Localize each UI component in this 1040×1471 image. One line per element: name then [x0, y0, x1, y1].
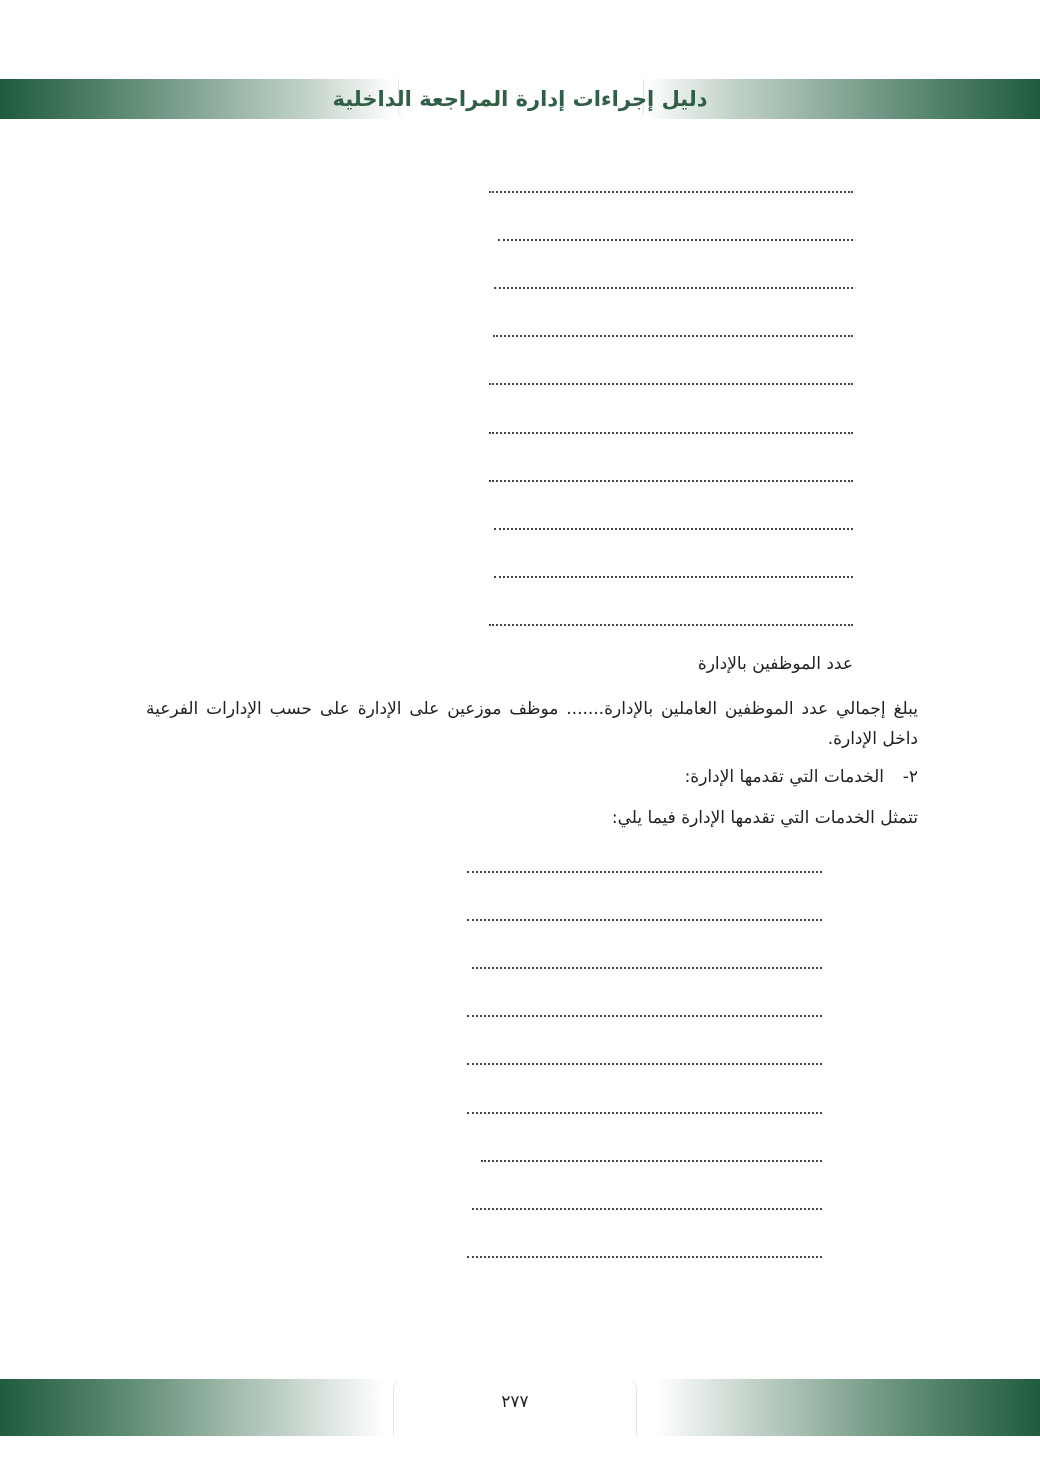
- page-number: ٢٧٧: [501, 1392, 529, 1412]
- blank-line: [472, 1208, 822, 1210]
- blank-line: [493, 335, 853, 337]
- employees-heading: عدد الموظفين بالإدارة: [697, 654, 853, 674]
- blank-line: [489, 432, 853, 434]
- blank-line: [467, 1112, 822, 1114]
- blank-line: [489, 624, 853, 626]
- blank-line: [481, 1160, 822, 1162]
- blank-line: [489, 480, 853, 482]
- services-intro: تتمثل الخدمات التي تقدمها الإدارة فيما يلي:: [611, 808, 918, 828]
- blank-line: [467, 871, 822, 873]
- blank-line: [494, 528, 853, 530]
- blank-line: [489, 191, 853, 193]
- services-heading: [685, 767, 918, 787]
- blank-line: [467, 1015, 822, 1017]
- blank-line: [489, 383, 853, 385]
- blank-line: [467, 1256, 822, 1258]
- blank-line: [494, 576, 853, 578]
- blank-line: [498, 239, 853, 241]
- blank-line: [472, 967, 822, 969]
- employees-paragraph: يبلغ إجمالي عدد الموظفين العاملين بالإدارة....... موظف موزعين على الإدارة على حسب الإدارات الفرعية داخل الإدارة.: [146, 699, 918, 749]
- blank-line: [494, 287, 853, 289]
- document-title: دليل إجراءات إدارة المراجعة الداخلية: [332, 87, 708, 111]
- section-number: ٢-: [902, 767, 918, 787]
- services-heading-text: الخدمات التي تقدمها الإدارة:: [684, 767, 884, 787]
- blank-line: [467, 1063, 822, 1065]
- blank-line: [467, 919, 822, 921]
